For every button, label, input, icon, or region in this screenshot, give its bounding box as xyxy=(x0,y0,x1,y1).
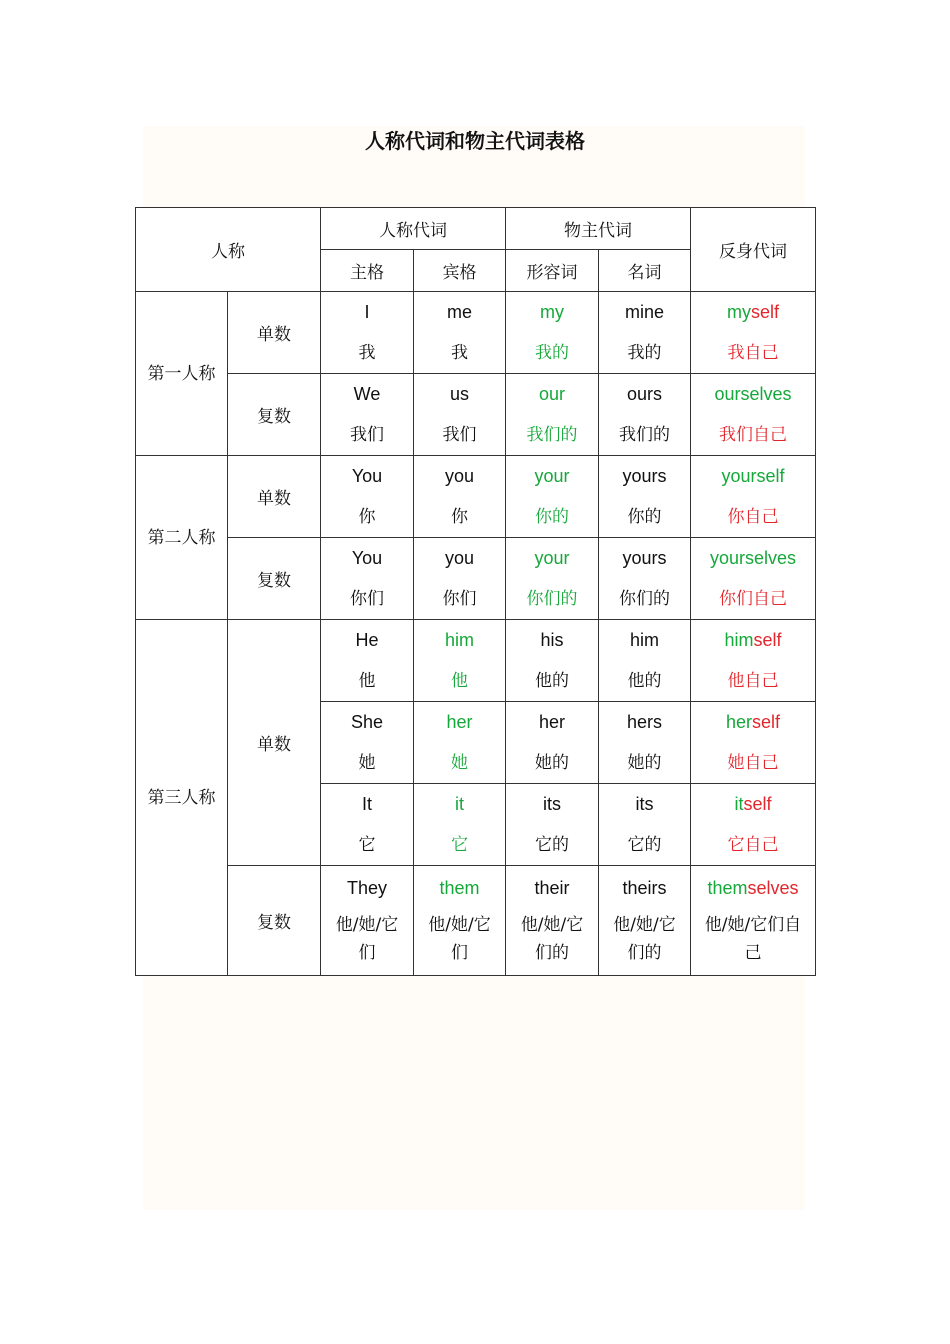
noun-cell xyxy=(599,456,691,538)
object-cell xyxy=(414,866,506,976)
group-label: 第三人称 xyxy=(147,787,216,808)
adjective-cell xyxy=(506,374,599,456)
reflexive-stem: him xyxy=(724,629,754,650)
chinese-word: 我们 xyxy=(442,424,477,445)
group-label: 第一人称 xyxy=(147,363,216,384)
noun-cell xyxy=(599,292,691,374)
english-word: him xyxy=(629,629,659,650)
english-word: hers xyxy=(626,711,662,732)
pronoun-table xyxy=(135,207,816,976)
english-word: She xyxy=(350,711,384,732)
number-singular: 单数 xyxy=(228,456,321,538)
number-plural: 复数 xyxy=(228,866,321,976)
chinese-word: 你的 xyxy=(627,506,662,527)
english-word: his xyxy=(540,629,564,650)
subject-cell xyxy=(321,620,414,702)
chinese-word: 你 xyxy=(451,506,468,527)
english-word: you xyxy=(444,547,475,568)
english-word: I xyxy=(364,301,370,322)
english-word: yours xyxy=(622,465,667,486)
reflexive-suffix: self xyxy=(753,629,782,650)
chinese-word: 他 xyxy=(451,670,468,691)
reflexive-suffix: self xyxy=(743,793,772,814)
number-plural: 复数 xyxy=(228,374,321,456)
chinese-word: 他/她/它们的 xyxy=(613,914,676,963)
table-row xyxy=(136,620,816,702)
noun-cell xyxy=(599,702,691,784)
chinese-word: 我 xyxy=(451,342,468,363)
chinese-word: 你 xyxy=(358,506,376,527)
object-cell xyxy=(414,620,506,702)
chinese-word: 它 xyxy=(451,834,468,855)
reflexive-stem: ourselves xyxy=(714,383,792,404)
english-word: my xyxy=(540,301,564,322)
chinese-word: 她 xyxy=(451,752,468,773)
reflexive-cell xyxy=(691,702,816,784)
subject-cell xyxy=(321,702,414,784)
english-word: You xyxy=(351,547,383,568)
group-label: 第二人称 xyxy=(147,527,216,548)
noun-cell xyxy=(599,784,691,866)
object-cell xyxy=(414,374,506,456)
english-word: your xyxy=(534,465,570,486)
page-title: 人称代词和物主代词表格 xyxy=(365,129,585,153)
chinese-word: 她 xyxy=(358,752,376,773)
chinese-word: 我的 xyxy=(535,342,569,363)
english-word: your xyxy=(534,547,570,568)
chinese-word: 她的 xyxy=(535,752,569,773)
english-word: mine xyxy=(624,301,664,322)
chinese-word: 我自己 xyxy=(727,342,779,363)
reflexive-stem: my xyxy=(726,301,751,322)
adjective-cell xyxy=(506,292,599,374)
adjective-cell xyxy=(506,784,599,866)
reflexive-suffix: selves xyxy=(747,877,799,898)
reflexive-stem: her xyxy=(725,711,752,732)
object-cell xyxy=(414,292,506,374)
english-word: their xyxy=(534,877,570,898)
object-cell xyxy=(414,456,506,538)
chinese-word: 他的 xyxy=(535,670,569,691)
object-cell xyxy=(414,784,506,866)
header-subject: 主格 xyxy=(321,250,414,292)
reflexive-cell xyxy=(691,292,816,374)
table-row xyxy=(136,374,816,456)
header-reflexive: 反身代词 xyxy=(691,208,816,292)
subject-cell xyxy=(321,784,414,866)
header-object: 宾格 xyxy=(414,250,506,292)
reflexive-stem: them xyxy=(707,877,748,898)
reflexive-cell xyxy=(691,620,816,702)
english-word: them xyxy=(439,877,480,898)
chinese-word: 他自己 xyxy=(727,670,779,691)
reflexive-cell xyxy=(691,784,816,866)
header-noun: 名词 xyxy=(599,250,691,292)
group-first-person xyxy=(136,292,228,456)
english-word: theirs xyxy=(622,877,667,898)
chinese-word: 它 xyxy=(358,834,376,855)
english-word: it xyxy=(455,793,464,814)
chinese-word: 你的 xyxy=(535,506,569,527)
subject-cell xyxy=(321,374,414,456)
number-plural: 复数 xyxy=(228,538,321,620)
header-possessive-pronoun: 物主代词 xyxy=(506,208,691,250)
english-word: our xyxy=(538,383,565,404)
adjective-cell xyxy=(506,866,599,976)
english-word: We xyxy=(353,383,381,404)
english-word: you xyxy=(444,465,475,486)
chinese-word: 他/她/它们的 xyxy=(520,914,584,963)
english-word: him xyxy=(444,629,474,650)
chinese-word: 你们的 xyxy=(619,588,670,609)
object-cell xyxy=(414,702,506,784)
header-personal-pronoun: 人称代词 xyxy=(321,208,506,250)
header-adjective: 形容词 xyxy=(506,250,599,292)
english-word: her xyxy=(538,711,565,732)
english-word: You xyxy=(351,465,383,486)
table-row xyxy=(136,456,816,538)
chinese-word: 他/她/它们 xyxy=(335,914,399,963)
chinese-word: 它自己 xyxy=(727,834,779,855)
noun-cell xyxy=(599,866,691,976)
header-person: 人称 xyxy=(136,208,321,292)
chinese-word: 他 xyxy=(358,670,376,691)
chinese-word: 你们自己 xyxy=(719,588,787,609)
number-singular: 单数 xyxy=(228,620,321,866)
table-row xyxy=(136,866,816,976)
english-word: its xyxy=(543,793,561,814)
reflexive-stem: yourselves xyxy=(709,547,797,568)
chinese-word: 她的 xyxy=(627,752,662,773)
english-word: us xyxy=(449,383,469,404)
chinese-word: 他/她/它们自己 xyxy=(704,914,802,963)
adjective-cell xyxy=(506,620,599,702)
noun-cell xyxy=(599,538,691,620)
chinese-word: 我们自己 xyxy=(719,424,787,445)
english-word: He xyxy=(355,629,379,650)
chinese-word: 她自己 xyxy=(727,752,779,773)
chinese-word: 他/她/它们 xyxy=(428,914,491,963)
adjective-cell xyxy=(506,702,599,784)
group-third-person xyxy=(136,620,228,976)
english-word: yours xyxy=(622,547,667,568)
chinese-word: 你们 xyxy=(442,588,477,609)
group-second-person xyxy=(136,456,228,620)
chinese-word: 我们的 xyxy=(526,424,578,445)
adjective-cell xyxy=(506,456,599,538)
table-row xyxy=(136,538,816,620)
adjective-cell xyxy=(506,538,599,620)
english-word: ours xyxy=(626,383,662,404)
chinese-word: 我们的 xyxy=(619,424,670,445)
subject-cell xyxy=(321,456,414,538)
subject-cell xyxy=(321,292,414,374)
chinese-word: 我的 xyxy=(627,342,662,363)
chinese-word: 你们 xyxy=(350,588,384,609)
subject-cell xyxy=(321,866,414,976)
noun-cell xyxy=(599,374,691,456)
reflexive-stem: it xyxy=(734,793,744,814)
english-word: its xyxy=(635,793,654,814)
chinese-word: 他的 xyxy=(627,670,662,691)
english-word: They xyxy=(346,877,388,898)
chinese-word: 你自己 xyxy=(727,506,779,527)
chinese-word: 我 xyxy=(358,342,376,363)
english-word: It xyxy=(361,793,372,814)
reflexive-cell xyxy=(691,456,816,538)
reflexive-cell xyxy=(691,866,816,976)
subject-cell xyxy=(321,538,414,620)
chinese-word: 它的 xyxy=(535,834,569,855)
object-cell xyxy=(414,538,506,620)
reflexive-suffix: self xyxy=(752,711,781,732)
reflexive-stem: yourself xyxy=(721,465,785,486)
english-word: her xyxy=(446,711,473,732)
table-row xyxy=(136,292,816,374)
chinese-word: 我们 xyxy=(350,424,384,445)
reflexive-cell xyxy=(691,538,816,620)
chinese-word: 你们的 xyxy=(526,588,578,609)
reflexive-suffix: self xyxy=(750,301,779,322)
reflexive-cell xyxy=(691,374,816,456)
noun-cell xyxy=(599,620,691,702)
number-singular: 单数 xyxy=(228,292,321,374)
chinese-word: 它的 xyxy=(627,834,662,855)
english-word: me xyxy=(446,301,472,322)
